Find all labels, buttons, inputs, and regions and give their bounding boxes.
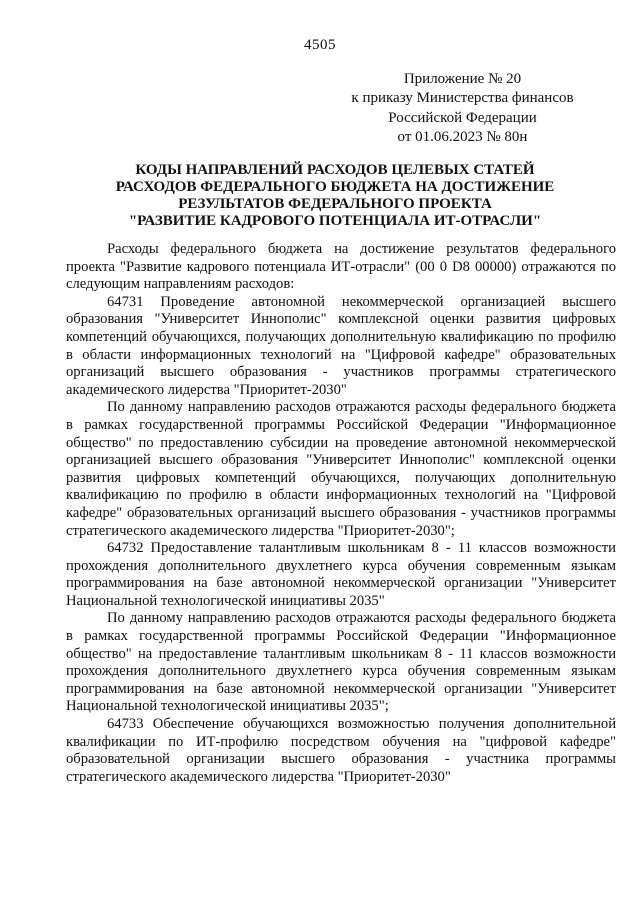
appendix-line: от 01.06.2023 № 80н xyxy=(397,128,528,145)
page-number: 4505 xyxy=(304,37,336,53)
document-title xyxy=(80,162,590,230)
code-64732-paragraph: 64732 Предоставление талантливым школьникам 8 - 11 классов возможности прохождения дополнительного двухлетнего курса обучения современным языкам программирования на базе автономной некоммерческой организации "Университет Национальной технологической инициативы 2035" xyxy=(66,540,616,609)
appendix-line: Приложение № 20 xyxy=(403,71,522,87)
appendix-header xyxy=(340,70,585,147)
document-body xyxy=(66,241,616,786)
code-64733-paragraph: 64733 Обеспечение обучающихся возможностью получения дополнительной квалификации по ИТ-профилю посредством обучения на "цифровой кафедре" образовательной организации высшего образования - участника программы стратегического академического лидерства "Приоритет-2030" xyxy=(66,716,616,785)
code-64731-paragraph: 64731 Проведение автономной некоммерческой организацией высшего образования "Университет Иннополис" комплексной оценки развития цифровых компетенций обучающихся, получающих дополнительную квалификацию по профилю в области информационных технологий на "Цифровой кафедре" образовательных организаций высшего образования - участников программы стратегического академического лидерства "Приоритет-2030" xyxy=(66,293,616,398)
appendix-line: к приказу Министерства финансов xyxy=(351,90,574,107)
title-line: РЕЗУЛЬТАТОВ ФЕДЕРАЛЬНОГО ПРОЕКТА xyxy=(178,196,492,212)
intro-paragraph: Расходы федерального бюджета на достижение результатов федерального проекта "Развитие кадрового потенциала ИТ-отрасли" (00 0 D8 00000) отражаются по следующим направлениям расходов: xyxy=(66,241,616,293)
title-line: КОДЫ НАПРАВЛЕНИЙ РАСХОДОВ ЦЕЛЕВЫХ СТАТЕЙ xyxy=(135,162,535,178)
title-line: "РАЗВИТИЕ КАДРОВОГО ПОТЕНЦИАЛА ИТ-ОТРАСЛИ" xyxy=(128,213,542,229)
code-64731-description: По данному направлению расходов отражаются расходы федерального бюджета в рамках государственной программы Российской Федерации "Информационное общество" по предоставлению субсидии на проведение автономной некоммерческой организацией высшего образования "Университет Иннополис" комплексной оценки развития цифровых компетенций обучающихся, получающих дополнительную квалификацию по профилю в области информационных технологий на "Цифровой кафедре" образовательных организаций высшего образования - участников программы стратегического академического лидерства "Приоритет-2030"; xyxy=(66,399,616,539)
appendix-line: Российской Федерации xyxy=(388,109,537,126)
title-line: РАСХОДОВ ФЕДЕРАЛЬНОГО БЮДЖЕТА НА ДОСТИЖЕНИЕ xyxy=(115,179,555,195)
code-64732-description: По данному направлению расходов отражаются расходы федерального бюджета в рамках государственной программы Российской Федерации "Информационное общество" на предоставление талантливым школьникам 8 - 11 классов возможности прохождения дополнительного двухлетнего курса обучения современным языкам программирования на базе автономной некоммерческой организации "Университет Национальной технологической инициативы 2035"; xyxy=(66,610,616,715)
